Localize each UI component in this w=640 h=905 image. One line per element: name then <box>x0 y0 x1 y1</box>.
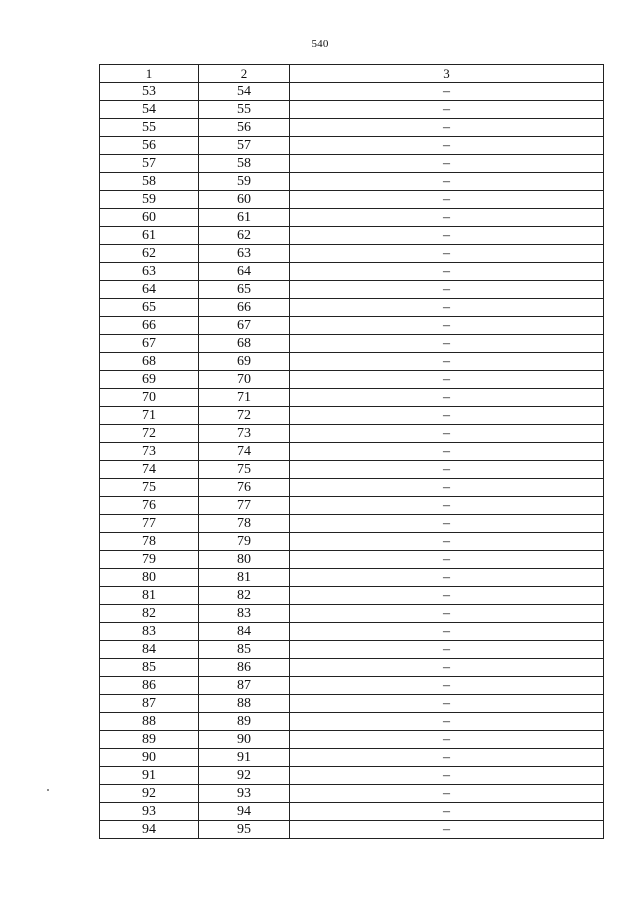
table-cell-col-2: 57 <box>199 137 290 155</box>
table-row <box>100 749 604 767</box>
table-cell-col-1: 72 <box>100 425 199 443</box>
header-row <box>100 65 604 83</box>
table-cell-col-3: – <box>290 659 604 677</box>
table-cell-col-3: – <box>290 533 604 551</box>
table-cell-col-3: – <box>290 119 604 137</box>
table-cell-col-3: – <box>290 245 604 263</box>
table-cell-col-1: 57 <box>100 155 199 173</box>
table-cell-col-3: – <box>290 371 604 389</box>
table-cell-col-2: 56 <box>199 119 290 137</box>
table-cell-col-3: – <box>290 731 604 749</box>
stray-mark <box>47 789 49 791</box>
table-cell-col-3: – <box>290 83 604 101</box>
table-row <box>100 551 604 569</box>
table-cell-col-2: 88 <box>199 695 290 713</box>
table-cell-col-2: 75 <box>199 461 290 479</box>
table-cell-col-3: – <box>290 335 604 353</box>
table-cell-col-3: – <box>290 803 604 821</box>
table-cell-col-1: 92 <box>100 785 199 803</box>
table-cell-col-1: 94 <box>100 821 199 839</box>
data-table <box>99 64 604 839</box>
table-row <box>100 155 604 173</box>
table-cell-col-1: 74 <box>100 461 199 479</box>
table-cell-col-3: – <box>290 101 604 119</box>
table-cell-col-3: – <box>290 749 604 767</box>
table-row <box>100 623 604 641</box>
column-header-1: 1 <box>100 65 199 83</box>
table-row <box>100 335 604 353</box>
table-row <box>100 515 604 533</box>
table-row <box>100 353 604 371</box>
table-row <box>100 137 604 155</box>
table-cell-col-2: 65 <box>199 281 290 299</box>
table-cell-col-3: – <box>290 695 604 713</box>
table-cell-col-2: 94 <box>199 803 290 821</box>
table-header <box>100 65 604 83</box>
table-cell-col-1: 81 <box>100 587 199 605</box>
table-cell-col-3: – <box>290 551 604 569</box>
table-cell-col-3: – <box>290 677 604 695</box>
table-row <box>100 101 604 119</box>
table-cell-col-1: 68 <box>100 353 199 371</box>
table-cell-col-3: – <box>290 173 604 191</box>
table-cell-col-3: – <box>290 281 604 299</box>
table-row <box>100 767 604 785</box>
table-cell-col-1: 62 <box>100 245 199 263</box>
table-row <box>100 119 604 137</box>
table-cell-col-1: 82 <box>100 605 199 623</box>
table-row <box>100 227 604 245</box>
table-row <box>100 389 604 407</box>
table-cell-col-2: 63 <box>199 245 290 263</box>
table-row <box>100 821 604 839</box>
table-cell-col-3: – <box>290 443 604 461</box>
table-cell-col-3: – <box>290 191 604 209</box>
table-cell-col-3: – <box>290 587 604 605</box>
table-row <box>100 587 604 605</box>
table-cell-col-3: – <box>290 263 604 281</box>
table-cell-col-1: 79 <box>100 551 199 569</box>
table-row <box>100 497 604 515</box>
table-cell-col-1: 64 <box>100 281 199 299</box>
table-cell-col-2: 66 <box>199 299 290 317</box>
table-row <box>100 191 604 209</box>
table-cell-col-1: 75 <box>100 479 199 497</box>
table-cell-col-1: 83 <box>100 623 199 641</box>
table-cell-col-1: 86 <box>100 677 199 695</box>
table-cell-col-1: 66 <box>100 317 199 335</box>
table-cell-col-1: 91 <box>100 767 199 785</box>
table-row <box>100 479 604 497</box>
table-cell-col-1: 88 <box>100 713 199 731</box>
table-cell-col-2: 55 <box>199 101 290 119</box>
table-cell-col-2: 71 <box>199 389 290 407</box>
table-cell-col-3: – <box>290 641 604 659</box>
table-cell-col-1: 78 <box>100 533 199 551</box>
table-cell-col-1: 56 <box>100 137 199 155</box>
table-cell-col-2: 78 <box>199 515 290 533</box>
table-cell-col-2: 81 <box>199 569 290 587</box>
table-cell-col-3: – <box>290 821 604 839</box>
table-row <box>100 785 604 803</box>
table-cell-col-3: – <box>290 623 604 641</box>
table-row <box>100 83 604 101</box>
table-cell-col-2: 61 <box>199 209 290 227</box>
table-cell-col-2: 54 <box>199 83 290 101</box>
table-cell-col-3: – <box>290 767 604 785</box>
table-row <box>100 605 604 623</box>
table-cell-col-3: – <box>290 227 604 245</box>
table-cell-col-3: – <box>290 461 604 479</box>
table-cell-col-1: 53 <box>100 83 199 101</box>
table-cell-col-1: 77 <box>100 515 199 533</box>
table-row <box>100 173 604 191</box>
table-row <box>100 695 604 713</box>
table-cell-col-2: 67 <box>199 317 290 335</box>
table-cell-col-3: – <box>290 425 604 443</box>
table-row <box>100 281 604 299</box>
table-cell-col-2: 92 <box>199 767 290 785</box>
table-cell-col-2: 69 <box>199 353 290 371</box>
table-cell-col-3: – <box>290 317 604 335</box>
table-cell-col-2: 76 <box>199 479 290 497</box>
column-header-2: 2 <box>199 65 290 83</box>
table-row <box>100 209 604 227</box>
table-row <box>100 317 604 335</box>
table-cell-col-2: 79 <box>199 533 290 551</box>
table-cell-col-2: 80 <box>199 551 290 569</box>
table-cell-col-2: 77 <box>199 497 290 515</box>
table-cell-col-3: – <box>290 713 604 731</box>
table-row <box>100 677 604 695</box>
table-cell-col-2: 82 <box>199 587 290 605</box>
table-cell-col-1: 67 <box>100 335 199 353</box>
table-cell-col-2: 87 <box>199 677 290 695</box>
table-cell-col-1: 71 <box>100 407 199 425</box>
table-cell-col-1: 59 <box>100 191 199 209</box>
table-cell-col-1: 87 <box>100 695 199 713</box>
table-cell-col-2: 62 <box>199 227 290 245</box>
table-cell-col-2: 91 <box>199 749 290 767</box>
table-cell-col-2: 95 <box>199 821 290 839</box>
table-row <box>100 731 604 749</box>
table-row <box>100 407 604 425</box>
table-row <box>100 533 604 551</box>
page-number: 540 <box>311 38 329 50</box>
column-header-3: 3 <box>290 65 604 83</box>
table-cell-col-1: 70 <box>100 389 199 407</box>
table-body <box>100 83 604 839</box>
table-cell-col-3: – <box>290 605 604 623</box>
table-cell-col-2: 60 <box>199 191 290 209</box>
table-cell-col-1: 58 <box>100 173 199 191</box>
table-cell-col-1: 60 <box>100 209 199 227</box>
table-cell-col-2: 90 <box>199 731 290 749</box>
table-cell-col-2: 85 <box>199 641 290 659</box>
table-cell-col-1: 63 <box>100 263 199 281</box>
table-cell-col-1: 54 <box>100 101 199 119</box>
table-cell-col-2: 86 <box>199 659 290 677</box>
table-cell-col-1: 69 <box>100 371 199 389</box>
table-cell-col-3: – <box>290 569 604 587</box>
table-cell-col-1: 65 <box>100 299 199 317</box>
table-cell-col-2: 64 <box>199 263 290 281</box>
table-cell-col-3: – <box>290 497 604 515</box>
table-cell-col-2: 73 <box>199 425 290 443</box>
table-cell-col-3: – <box>290 155 604 173</box>
table-cell-col-3: – <box>290 479 604 497</box>
table-row <box>100 461 604 479</box>
table-cell-col-1: 90 <box>100 749 199 767</box>
table-cell-col-3: – <box>290 785 604 803</box>
table-row <box>100 443 604 461</box>
table-cell-col-2: 89 <box>199 713 290 731</box>
table-cell-col-2: 58 <box>199 155 290 173</box>
table-cell-col-1: 80 <box>100 569 199 587</box>
table-cell-col-1: 84 <box>100 641 199 659</box>
table-cell-col-3: – <box>290 515 604 533</box>
table-row <box>100 569 604 587</box>
table-cell-col-1: 89 <box>100 731 199 749</box>
table-cell-col-3: – <box>290 389 604 407</box>
table-cell-col-2: 74 <box>199 443 290 461</box>
table-cell-col-2: 70 <box>199 371 290 389</box>
table-cell-col-2: 68 <box>199 335 290 353</box>
table-row <box>100 641 604 659</box>
table-row <box>100 245 604 263</box>
table-cell-col-2: 72 <box>199 407 290 425</box>
table-cell-col-3: – <box>290 137 604 155</box>
table-cell-col-1: 61 <box>100 227 199 245</box>
table-row <box>100 371 604 389</box>
table-row <box>100 713 604 731</box>
table-cell-col-1: 55 <box>100 119 199 137</box>
table-row <box>100 425 604 443</box>
table-cell-col-3: – <box>290 353 604 371</box>
table-cell-col-3: – <box>290 209 604 227</box>
table-cell-col-3: – <box>290 407 604 425</box>
table-row <box>100 263 604 281</box>
table-cell-col-1: 85 <box>100 659 199 677</box>
table-cell-col-1: 93 <box>100 803 199 821</box>
table-cell-col-2: 59 <box>199 173 290 191</box>
table-cell-col-2: 83 <box>199 605 290 623</box>
table-cell-col-2: 84 <box>199 623 290 641</box>
table-row <box>100 299 604 317</box>
table-cell-col-1: 73 <box>100 443 199 461</box>
table-cell-col-2: 93 <box>199 785 290 803</box>
table-cell-col-3: – <box>290 299 604 317</box>
table-row <box>100 803 604 821</box>
table-row <box>100 659 604 677</box>
table-cell-col-1: 76 <box>100 497 199 515</box>
